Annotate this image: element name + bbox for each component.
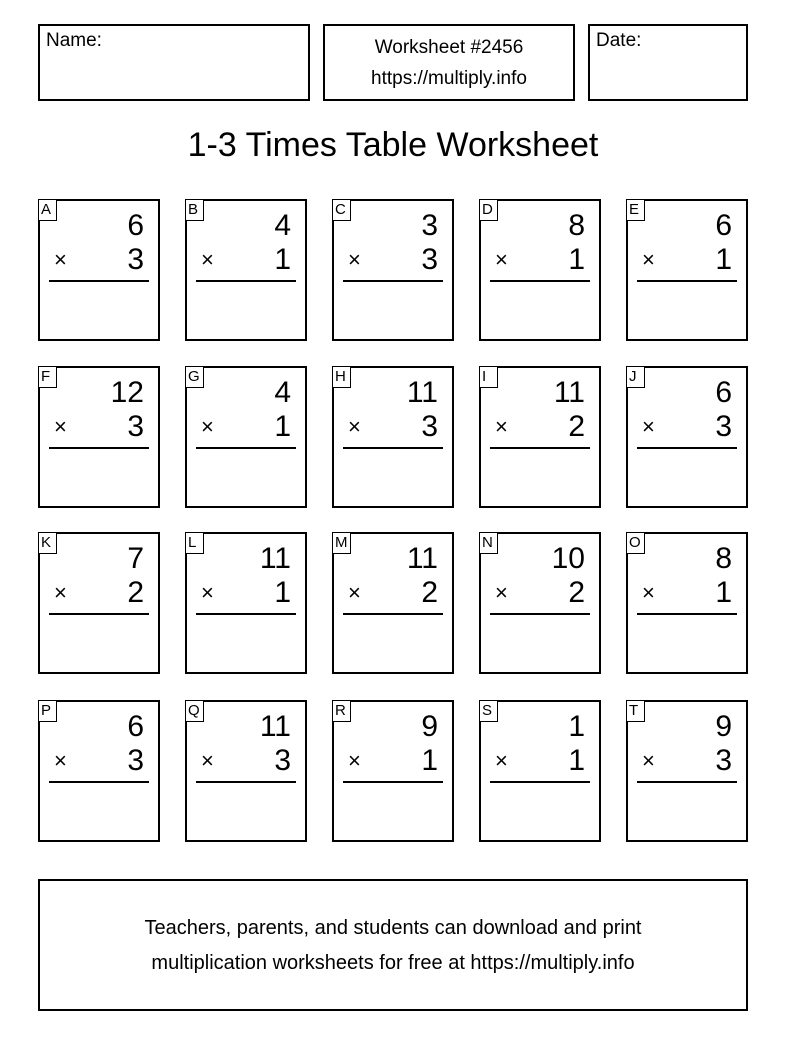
multiplicand: 3 xyxy=(421,209,438,242)
multiplier: 1 xyxy=(274,576,291,609)
multiplier: 1 xyxy=(568,243,585,276)
problem-letter: M xyxy=(332,532,351,554)
multiplier: 1 xyxy=(715,243,732,276)
answer-line xyxy=(196,280,296,282)
multiplier: 3 xyxy=(715,410,732,443)
problem-letter: B xyxy=(185,199,204,221)
multiplicand: 11 xyxy=(406,542,438,575)
multiplicand: 11 xyxy=(553,376,585,409)
problem-card[interactable] xyxy=(332,700,454,842)
answer-line xyxy=(196,781,296,783)
times-sign: × xyxy=(201,580,214,605)
footer-box xyxy=(38,879,748,1011)
multiplicand: 4 xyxy=(274,376,291,409)
problem-letter: I xyxy=(479,366,498,388)
times-sign: × xyxy=(495,580,508,605)
multiplicand: 11 xyxy=(406,376,438,409)
worksheet-number: Worksheet #2456 xyxy=(374,37,524,58)
multiplier: 1 xyxy=(274,410,291,443)
problem-card[interactable] xyxy=(38,199,160,341)
multiplicand: 9 xyxy=(715,710,732,743)
multiplier: 1 xyxy=(568,744,585,777)
times-sign: × xyxy=(642,414,655,439)
answer-line xyxy=(49,447,149,449)
problem-card[interactable] xyxy=(185,532,307,674)
problem-letter: K xyxy=(38,532,57,554)
problem-card[interactable] xyxy=(479,366,601,508)
multiplier: 3 xyxy=(715,744,732,777)
answer-line xyxy=(343,280,443,282)
times-sign: × xyxy=(348,748,361,773)
problem-letter: F xyxy=(38,366,57,388)
multiplicand: 6 xyxy=(127,209,144,242)
answer-line xyxy=(49,280,149,282)
problem-letter: D xyxy=(479,199,498,221)
answer-line xyxy=(490,613,590,615)
problem-letter: L xyxy=(185,532,204,554)
multiplicand: 1 xyxy=(568,710,585,743)
page-title: 1-3 Times Table Worksheet xyxy=(187,126,599,164)
problem-card[interactable] xyxy=(185,366,307,508)
problem-letter: S xyxy=(479,700,498,722)
name-field-box[interactable] xyxy=(38,24,310,101)
problem-card[interactable] xyxy=(38,532,160,674)
multiplicand: 10 xyxy=(551,542,585,575)
multiplier: 2 xyxy=(568,410,585,443)
problem-card[interactable] xyxy=(479,199,601,341)
name-label: Name: xyxy=(46,30,102,51)
answer-line xyxy=(343,447,443,449)
times-sign: × xyxy=(54,414,67,439)
problem-letter: H xyxy=(332,366,351,388)
multiplicand: 4 xyxy=(274,209,291,242)
problem-card[interactable] xyxy=(332,199,454,341)
multiplicand: 9 xyxy=(421,710,438,743)
answer-line xyxy=(490,781,590,783)
multiplier: 3 xyxy=(127,243,144,276)
times-sign: × xyxy=(642,580,655,605)
problem-letter: P xyxy=(38,700,57,722)
multiplier: 3 xyxy=(127,410,144,443)
times-sign: × xyxy=(201,414,214,439)
answer-line xyxy=(343,781,443,783)
answer-line xyxy=(49,613,149,615)
problem-letter: G xyxy=(185,366,204,388)
problem-card[interactable] xyxy=(332,532,454,674)
answer-line xyxy=(49,781,149,783)
multiplicand: 7 xyxy=(127,542,144,575)
worksheet-url: https://multiply.info xyxy=(371,68,527,89)
problem-card[interactable] xyxy=(332,366,454,508)
times-sign: × xyxy=(201,247,214,272)
multiplicand: 11 xyxy=(259,710,291,743)
answer-line xyxy=(637,613,737,615)
problem-letter: R xyxy=(332,700,351,722)
problem-letter: O xyxy=(626,532,645,554)
answer-line xyxy=(637,447,737,449)
times-sign: × xyxy=(348,414,361,439)
multiplicand: 6 xyxy=(715,209,732,242)
problem-card[interactable] xyxy=(626,532,748,674)
multiplier: 3 xyxy=(274,744,291,777)
problem-card[interactable] xyxy=(38,366,160,508)
multiplier: 1 xyxy=(715,576,732,609)
times-sign: × xyxy=(642,748,655,773)
problem-letter: E xyxy=(626,199,645,221)
problem-card[interactable] xyxy=(38,700,160,842)
times-sign: × xyxy=(54,748,67,773)
problem-letter: N xyxy=(479,532,498,554)
multiplicand: 8 xyxy=(715,542,732,575)
answer-line xyxy=(343,613,443,615)
problem-letter: J xyxy=(626,366,645,388)
worksheet-info-box xyxy=(323,24,575,101)
problem-card[interactable] xyxy=(479,700,601,842)
answer-line xyxy=(490,280,590,282)
times-sign: × xyxy=(495,748,508,773)
times-sign: × xyxy=(642,247,655,272)
multiplicand: 12 xyxy=(110,376,144,409)
problem-card[interactable] xyxy=(185,199,307,341)
footer-line-2: multiplication worksheets for free at https://multiply.info xyxy=(151,952,635,974)
problem-letter: C xyxy=(332,199,351,221)
times-sign: × xyxy=(54,247,67,272)
multiplier: 2 xyxy=(568,576,585,609)
problem-letter: Q xyxy=(185,700,204,722)
answer-line xyxy=(637,280,737,282)
times-sign: × xyxy=(201,748,214,773)
times-sign: × xyxy=(348,247,361,272)
multiplicand: 8 xyxy=(568,209,585,242)
answer-line xyxy=(196,447,296,449)
footer-line-1: Teachers, parents, and students can download and print xyxy=(144,917,642,939)
problem-letter: A xyxy=(38,199,57,221)
multiplier: 2 xyxy=(421,576,438,609)
multiplicand: 11 xyxy=(259,542,291,575)
multiplier: 3 xyxy=(421,243,438,276)
answer-line xyxy=(637,781,737,783)
multiplicand: 6 xyxy=(715,376,732,409)
times-sign: × xyxy=(54,580,67,605)
problem-card[interactable] xyxy=(626,700,748,842)
date-label: Date: xyxy=(596,30,642,51)
problem-card[interactable] xyxy=(626,366,748,508)
answer-line xyxy=(196,613,296,615)
multiplier: 1 xyxy=(274,243,291,276)
problem-card[interactable] xyxy=(626,199,748,341)
multiplicand: 6 xyxy=(127,710,144,743)
problem-card[interactable] xyxy=(479,532,601,674)
problem-card[interactable] xyxy=(185,700,307,842)
multiplier: 3 xyxy=(421,410,438,443)
times-sign: × xyxy=(495,414,508,439)
answer-line xyxy=(490,447,590,449)
multiplier: 2 xyxy=(127,576,144,609)
multiplier: 3 xyxy=(127,744,144,777)
date-field-box[interactable] xyxy=(588,24,748,101)
multiplier: 1 xyxy=(421,744,438,777)
times-sign: × xyxy=(495,247,508,272)
problem-letter: T xyxy=(626,700,645,722)
times-sign: × xyxy=(348,580,361,605)
